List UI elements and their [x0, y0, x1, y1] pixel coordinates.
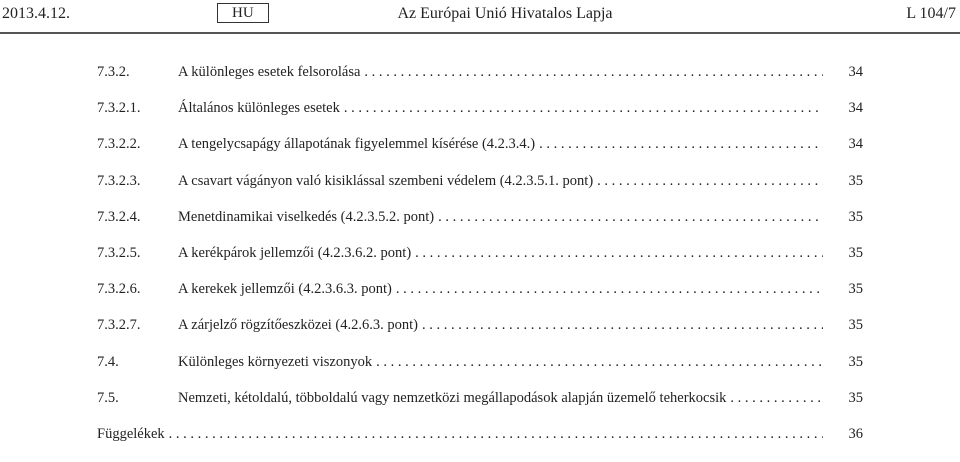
toc-title: A kerékpárok jellemzői (4.2.3.6.2. pont) [178, 244, 412, 261]
toc-entry[interactable] [97, 281, 863, 317]
table-of-contents [97, 64, 863, 462]
dot-leader [415, 245, 823, 262]
toc-number: 7.3.2.7. [97, 317, 141, 334]
dot-leader [539, 136, 823, 153]
toc-entry[interactable] [97, 390, 863, 426]
toc-page: 35 [848, 172, 863, 189]
dot-leader [169, 426, 823, 443]
toc-title: A tengelycsapágy állapotának figyelemmel kísérése (4.2.3.4.) [178, 136, 536, 153]
journal-title: Az Európai Unió Hivatalos Lapja [397, 5, 613, 22]
toc-page: 35 [848, 208, 863, 225]
toc-number: 7.3.2. [97, 64, 130, 80]
dot-leader [344, 100, 823, 117]
toc-page: 35 [848, 353, 863, 370]
dot-leader [438, 209, 823, 226]
toc-entry[interactable] [97, 136, 863, 172]
toc-number: 7.5. [97, 389, 119, 406]
toc-page: 35 [848, 244, 863, 261]
dot-leader [376, 354, 823, 371]
toc-page: 35 [848, 281, 863, 298]
toc-title: A kerekek jellemzői (4.2.3.6.3. pont) [178, 281, 392, 298]
dot-leader [422, 317, 823, 334]
toc-number: 7.4. [97, 353, 119, 370]
toc-title: Általános különleges esetek [178, 100, 340, 117]
page-header [0, 3, 960, 25]
toc-entry[interactable] [97, 64, 863, 100]
toc-entry[interactable] [97, 317, 863, 353]
toc-page: 36 [848, 425, 863, 442]
toc-entry[interactable] [97, 100, 863, 136]
toc-entry[interactable] [97, 245, 863, 281]
toc-title: A csavart vágányon való kisiklással szembeni védelem (4.2.3.5.1. pont) [178, 172, 594, 189]
toc-title: Különleges környezeti viszonyok [178, 353, 373, 370]
toc-number: 7.3.2.6. [97, 281, 141, 298]
toc-title: A különleges esetek felsorolása [178, 64, 361, 80]
header-rule [0, 32, 960, 34]
toc-page: 34 [848, 64, 863, 80]
toc-page: 34 [848, 100, 863, 117]
dot-leader [597, 173, 823, 190]
toc-title: A zárjelző rögzítőeszközei (4.2.6.3. pont) [178, 317, 418, 334]
toc-entry[interactable] [97, 354, 863, 390]
toc-title: Nemzeti, kétoldalú, többoldalú vagy nemzetközi megállapodások alapján üzemelő teherkocsik [178, 389, 727, 406]
toc-entry[interactable] [97, 173, 863, 209]
publication-date: 2013.4.12. [2, 5, 70, 22]
toc-page: 34 [848, 136, 863, 153]
language-badge: HU [217, 3, 269, 23]
toc-number: 7.3.2.5. [97, 244, 141, 261]
dot-leader [364, 64, 823, 81]
toc-page: 35 [848, 389, 863, 406]
page-number: L 104/7 [906, 5, 956, 22]
toc-page: 35 [848, 317, 863, 334]
dot-leader [396, 281, 823, 298]
dot-leader [730, 390, 823, 407]
toc-title: Függelékek [97, 425, 165, 442]
toc-entry[interactable] [97, 209, 863, 245]
toc-number: 7.3.2.2. [97, 136, 141, 153]
toc-number: 7.3.2.1. [97, 100, 141, 117]
toc-title: Menetdinamikai viselkedés (4.2.3.5.2. pont) [178, 208, 435, 225]
toc-number: 7.3.2.4. [97, 208, 141, 225]
toc-entry[interactable] [97, 426, 863, 462]
toc-number: 7.3.2.3. [97, 172, 141, 189]
